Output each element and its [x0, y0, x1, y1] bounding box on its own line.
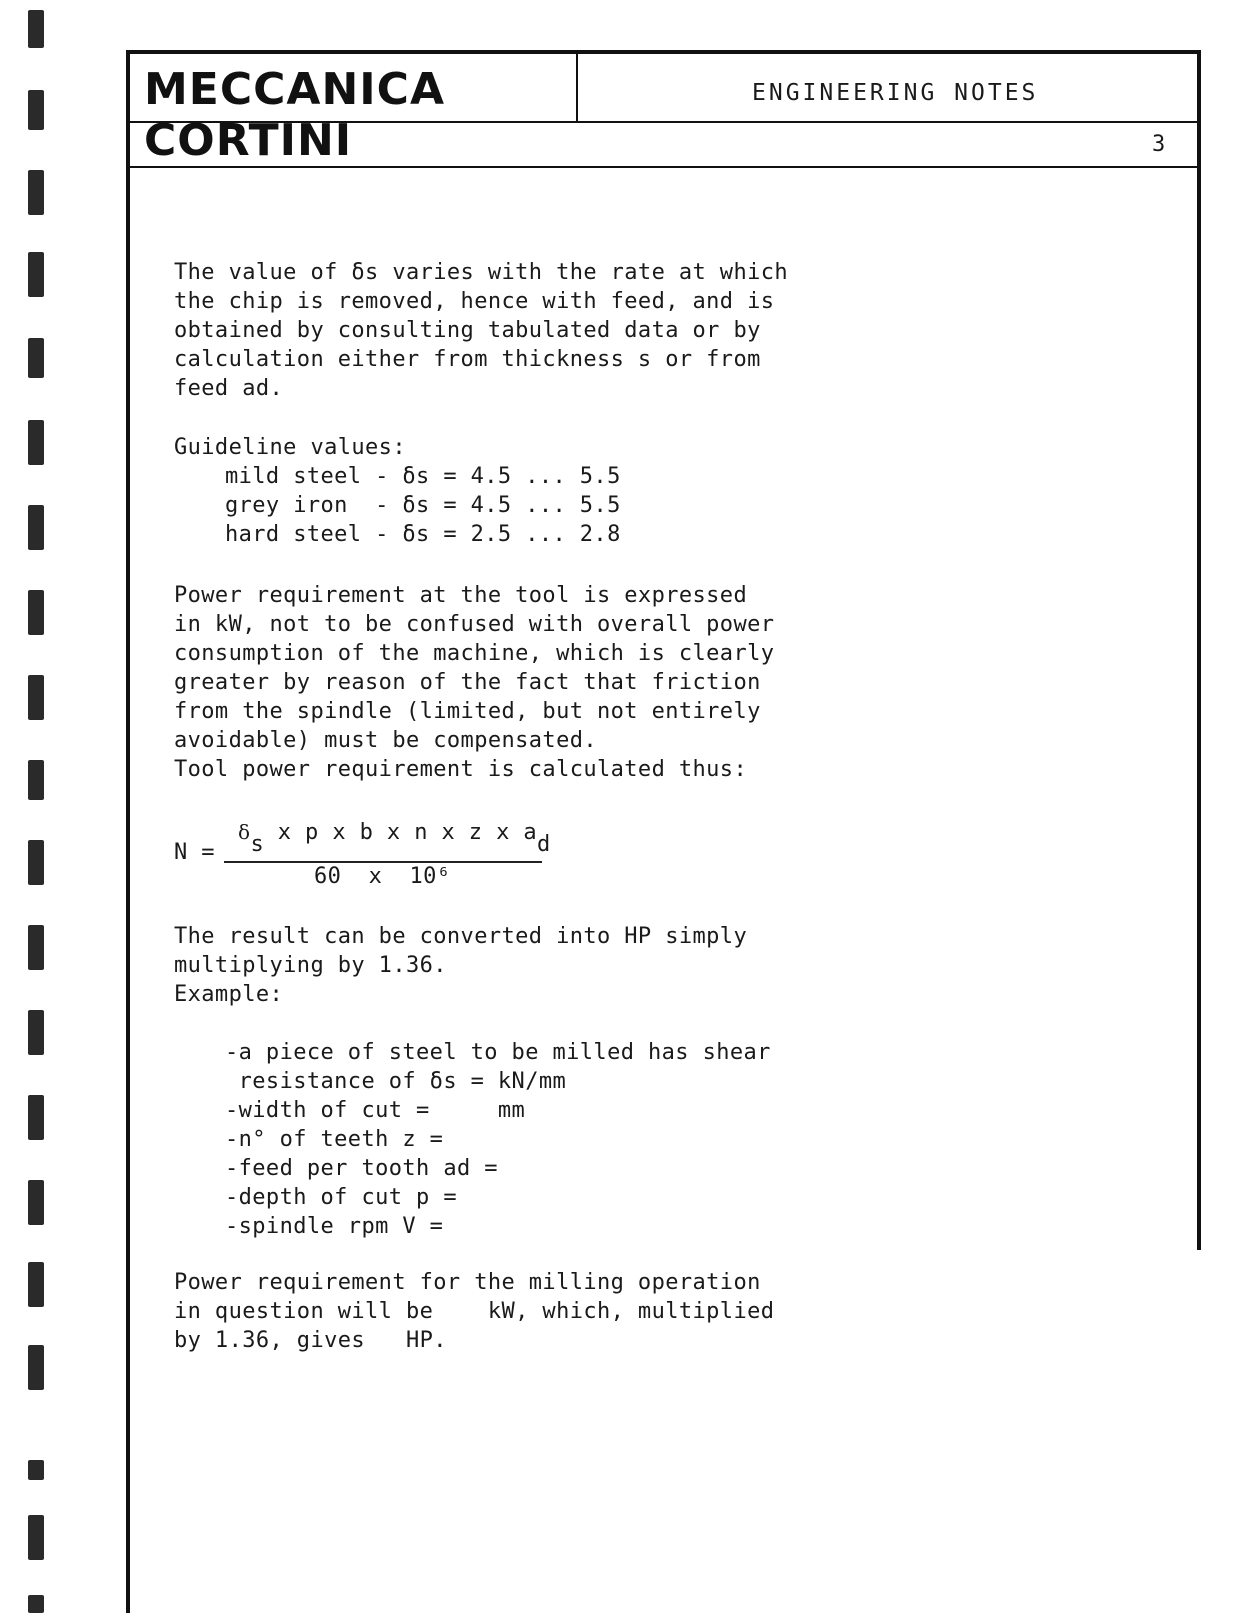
example-item: -depth of cut p = [225, 1185, 457, 1210]
para2-line2: in kW, not to be confused with overall power [174, 612, 775, 637]
formula-lhs: N = [174, 840, 215, 865]
frame-right [1197, 50, 1201, 1250]
example-item: resistance of δs = kN/mm [225, 1069, 567, 1094]
guideline-material: grey iron [225, 493, 348, 518]
para2-line6: avoidable) must be compensated. [174, 728, 597, 753]
para4-line3: by 1.36, gives HP. [174, 1328, 447, 1353]
para2-line5: from the spindle (limited, but not entirely [174, 699, 761, 724]
para4-line2: in question will be kW, which, multiplied [174, 1299, 775, 1324]
company-logo: MECCANICA CORTINI [144, 64, 446, 166]
para2-line7: Tool power requirement is calculated thus: [174, 757, 748, 782]
para1-line3: obtained by consulting tabulated data or by [174, 318, 761, 343]
guideline-material: hard steel [225, 522, 362, 547]
formula-denominator: 60 x 10⁶ [314, 864, 451, 889]
para1-line1: The value of δs varies with the rate at which [174, 260, 789, 285]
page-number: 3 [1152, 132, 1166, 157]
guideline-value: = 4.5 ... 5.5 [443, 464, 621, 489]
para2-line1: Power requirement at the tool is expressed [174, 583, 748, 608]
guideline-material: mild steel [225, 464, 362, 489]
para1-line2: the chip is removed, hence with feed, and is [174, 289, 775, 314]
para3-line2: multiplying by 1.36. [174, 953, 447, 978]
para3-line1: The result can be converted into HP simply [174, 924, 748, 949]
para1-line5: feed ad. [174, 376, 284, 401]
example-item: -spindle rpm V = [225, 1214, 444, 1239]
header-title: ENGINEERING NOTES [752, 80, 1039, 106]
para1-line4: calculation either from thickness s or from [174, 347, 761, 372]
formula-numerator: δs x p x b x n x z x ad [238, 820, 551, 857]
para2-line3: consumption of the machine, which is clearly [174, 641, 775, 666]
logo-box [130, 54, 578, 166]
frame-left [126, 52, 130, 1613]
guideline-row: hard steel - δs = 2.5 ... 2.8 [225, 522, 621, 547]
subheader-divider [130, 166, 1200, 168]
example-item: -n° of teeth z = [225, 1127, 444, 1152]
binder-holes [28, 0, 48, 1613]
guideline-value: = 4.5 ... 5.5 [443, 493, 621, 518]
para4-line1: Power requirement for the milling operation [174, 1270, 761, 1295]
para3-line3: Example: [174, 982, 284, 1007]
para2-line4: greater by reason of the fact that friction [174, 670, 761, 695]
guideline-row: mild steel - δs = 4.5 ... 5.5 [225, 464, 621, 489]
example-item: -feed per tooth ad = [225, 1156, 498, 1181]
guideline-row: grey iron - δs = 4.5 ... 5.5 [225, 493, 621, 518]
example-item: -a piece of steel to be milled has shear [225, 1040, 771, 1065]
example-item: -width of cut = mm [225, 1098, 526, 1123]
formula-numerator-text: x p x b x n x z x [277, 820, 510, 845]
guideline-value: = 2.5 ... 2.8 [443, 522, 621, 547]
guideline-title: Guideline values: [174, 435, 406, 460]
